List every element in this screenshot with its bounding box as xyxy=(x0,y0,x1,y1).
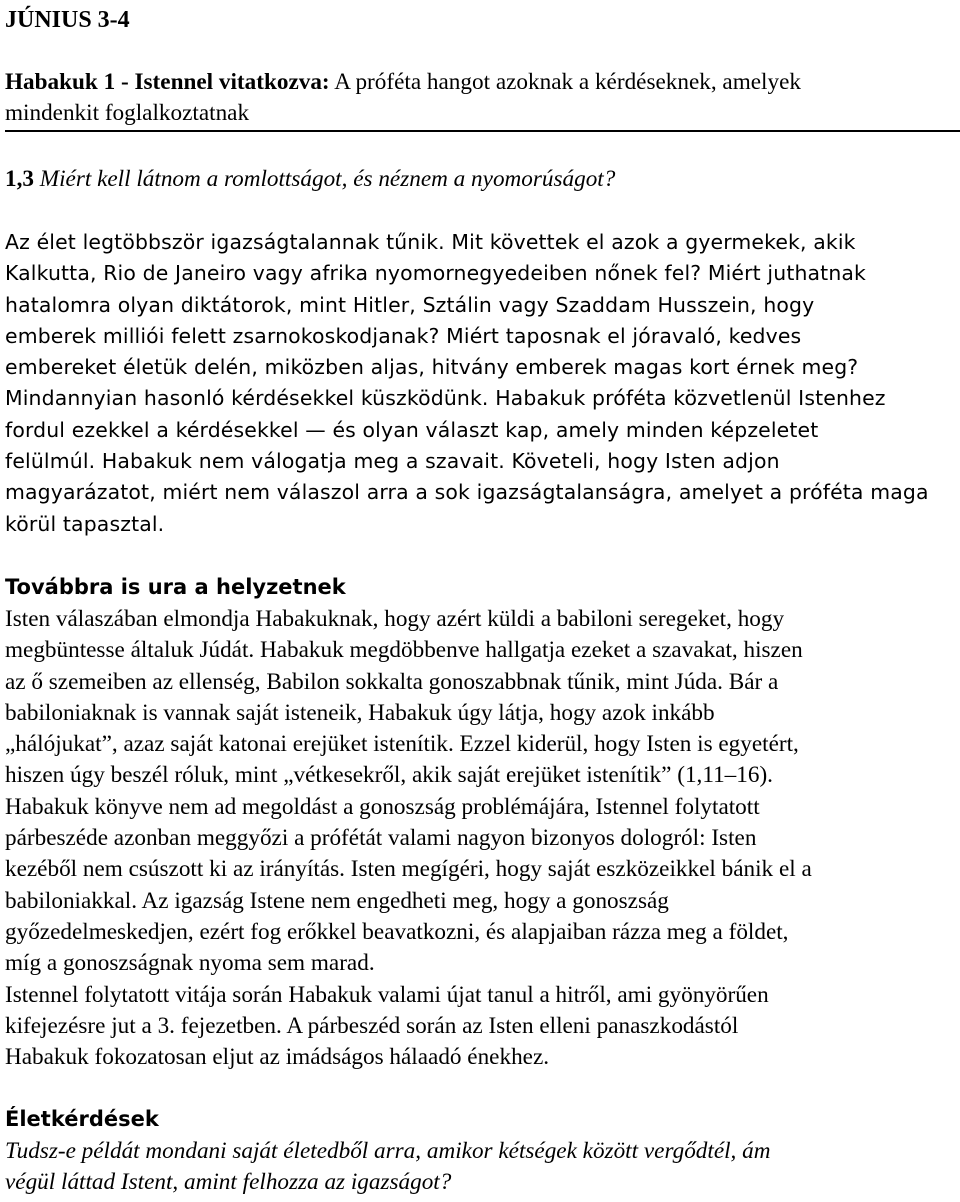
section-header-line-1 xyxy=(5,67,955,98)
page-title: JÚNIUS 3-4 xyxy=(5,7,130,33)
paragraph-line: párbeszéde azonban meggyőzi a prófétát valami nagyon bizonyos dologról: Isten xyxy=(5,825,757,852)
paragraph-line: kezéből nem csúszott ki az irányítás. Isten megígéri, hogy saját eszközeikkel bánik el a xyxy=(5,856,812,883)
paragraph-line: magyarázatot, miért nem válaszol arra a sok igazságtalanságra, amelyet a próféta maga xyxy=(5,480,929,505)
life-question xyxy=(5,1136,960,1199)
question-line: végül láttad Istent, amint felhozza az igazságot? xyxy=(5,1169,452,1196)
paragraph-line: megbüntesse általuk Júdát. Habakuk megdöbbenve hallgatja ezeket a szavakat, hiszen xyxy=(5,637,803,664)
section-reference: Habakuk 1 - Istennel vitatkozva: xyxy=(5,69,330,95)
life-questions-heading: Életkérdések xyxy=(5,1107,159,1131)
paragraph-line: Mindannyian hasonló kérdésekkel küszködünk. Habakuk próféta közvetlenül Istenhez xyxy=(5,386,886,411)
section-description-line-2: mindenkit foglalkoztatnak xyxy=(5,100,250,127)
key-verse xyxy=(5,164,615,195)
paragraph-line: kifejezésre jut a 3. fejezetben. A párbeszéd során az Isten elleni panaszkodástól xyxy=(5,1012,739,1039)
section-header xyxy=(5,67,955,130)
paragraph-intro xyxy=(5,227,960,540)
paragraph-line: Az élet legtöbbször igazságtalannak tűnik. Mit követtek el azok a gyermekek, akik xyxy=(5,230,856,254)
section-description: A próféta hangot azoknak a kérdéseknek, amelyek xyxy=(334,69,801,95)
horizontal-rule xyxy=(5,130,960,132)
verse-text: Miért kell látnom a romlottságot, és néznem a nyomorúságot? xyxy=(39,166,616,192)
paragraph-line: hatalomra olyan diktátorok, mint Hitler, Sztálin vagy Szaddam Husszein, hogy xyxy=(5,292,815,317)
paragraph-line: „hálójukat”, azaz saját katonai erejüket istenítik. Ezzel kiderül, hogy Isten is egyetért, xyxy=(5,731,799,758)
paragraph-line: győzedelmeskedjen, ezért fog erőkkel beavatkozni, és alapjaiban rázza meg a földet, xyxy=(5,918,789,945)
paragraph-line: körül tapasztal. xyxy=(5,511,165,536)
paragraph-line: fordul ezekkel a kérdésekkel — és olyan választ kap, amely minden képzeletet xyxy=(5,417,819,442)
paragraph-line: az ő szemeiben az ellenség, Babilon sokkalta gonoszabbnak tűnik, mint Júda. Bár a xyxy=(5,668,779,695)
paragraph-line: míg a gonoszságnak nyoma sem marad. xyxy=(5,950,375,977)
paragraph-main xyxy=(5,604,960,1073)
paragraph-line: babiloniaknak is vannak saját isteneik, Habakuk úgy látja, hogy azok inkább xyxy=(5,699,715,726)
verse-number: 1,3 xyxy=(5,166,34,192)
paragraph-line: hiszen úgy beszél róluk, mint „vétkesekről, akik saját erejüket istenítik” (1,11–16). xyxy=(5,762,773,789)
paragraph-line: emberek milliói felett zsarnokoskodjanak? Miért taposnak el jóravaló, kedves xyxy=(5,323,802,348)
question-line: Tudsz-e példát mondani saját életedből arra, amikor kétségek között vergődtél, ám xyxy=(5,1138,771,1164)
paragraph-line: Habakuk könyve nem ad megoldást a gonoszság problémájára, Istennel folytatott xyxy=(5,793,760,820)
paragraph-line: babiloniakkal. Az igazság Istene nem engedheti meg, hogy a gonoszság xyxy=(5,887,669,914)
paragraph-line: Isten válaszában elmondja Habakuknak, hogy azért küldi a babiloni seregeket, hogy xyxy=(5,606,785,632)
paragraph-line: Istennel folytatott vitája során Habakuk valami újat tanul a hitről, ami gyönyörűen xyxy=(5,981,769,1008)
section-heading: Továbbra is ura a helyzetnek xyxy=(5,575,346,599)
paragraph-line: Kalkutta, Rio de Janeiro vagy afrika nyomornegyedeiben nőnek fel? Miért juthatnak xyxy=(5,261,867,286)
paragraph-line: Habakuk fokozatosan eljut az imádságos hálaadó énekhez. xyxy=(5,1044,550,1071)
paragraph-line: embereket életük delén, miközben aljas, hitvány emberek magas kort érnek meg? xyxy=(5,355,859,380)
paragraph-line: felülmúl. Habakuk nem válogatja meg a szavait. Követeli, hogy Isten adjon xyxy=(5,449,780,474)
